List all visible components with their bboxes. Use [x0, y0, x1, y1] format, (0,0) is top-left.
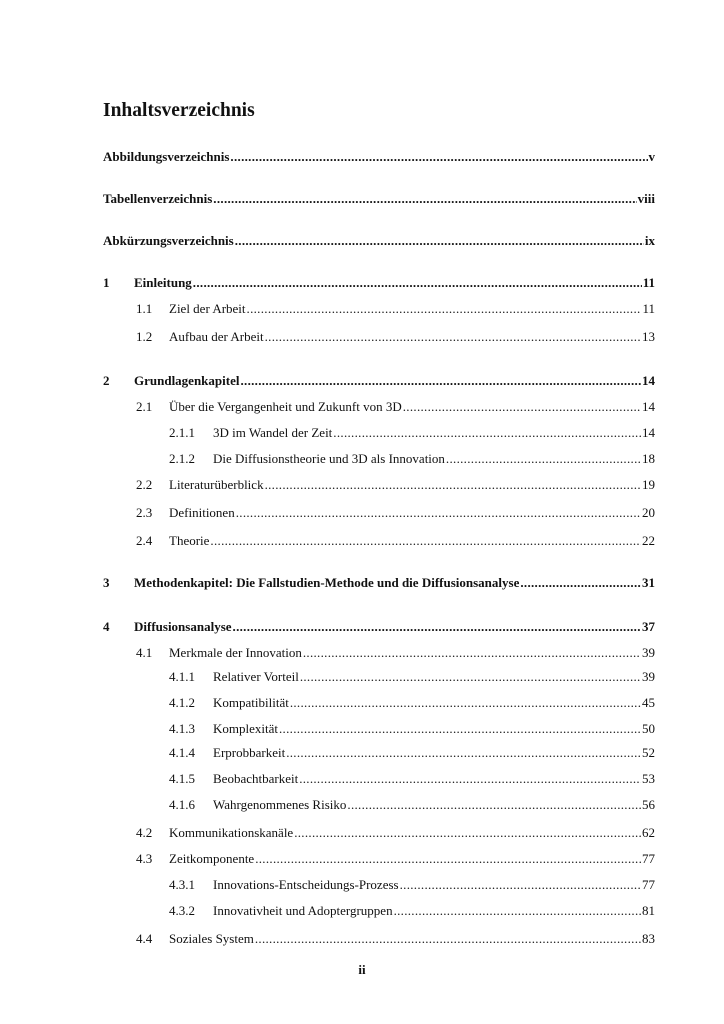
leader-dots [236, 504, 641, 522]
toc-entry[interactable] [103, 618, 655, 636]
toc-entry-number: 4.1.6 [169, 797, 195, 812]
toc-entry-label: 3D im Wandel der Zeit [213, 425, 333, 440]
leader-dots [403, 398, 641, 416]
toc-entry-label: Merkmale der Innovation [169, 645, 302, 660]
leader-dots [255, 850, 641, 868]
leader-dots [210, 532, 641, 550]
toc-entry-page: 14 [642, 399, 655, 414]
toc-entry-page: 37 [642, 619, 655, 634]
toc-entry-page: 11 [642, 301, 655, 316]
toc-entry-label: Erprobbarkeit [213, 745, 286, 760]
toc-entry-number: 1 [103, 275, 110, 290]
toc-entry-page: 77 [642, 877, 655, 892]
toc-entry-page: 52 [642, 745, 655, 760]
toc-entry[interactable] [103, 148, 655, 166]
leader-dots [230, 148, 647, 166]
toc-entry-number: 4.1.1 [169, 669, 195, 684]
leader-dots [213, 190, 636, 208]
toc-entry-page: 14 [642, 425, 655, 440]
toc-entry-label: Grundlagenkapitel [134, 373, 240, 388]
toc-entry-label: Kompatibilität [213, 695, 289, 710]
toc-entry-label: Definitionen [169, 505, 235, 520]
page-number: ii [358, 962, 366, 977]
toc-entry[interactable] [136, 930, 655, 948]
toc-entry-page: 50 [642, 721, 655, 736]
leader-dots [265, 328, 641, 346]
leader-dots [233, 618, 641, 636]
toc-entry-number: 4.3.1 [169, 877, 195, 892]
toc-entry-page: 14 [642, 373, 655, 388]
toc-entry-page: 77 [642, 851, 655, 866]
leader-dots [520, 574, 641, 592]
toc-entry-label: Über die Vergangenheit und Zukunft von 3D [169, 399, 402, 414]
toc-entry-label: Ziel der Arbeit [169, 301, 246, 316]
toc-entry[interactable] [136, 850, 655, 868]
toc-entry-number: 2.1 [136, 399, 153, 414]
toc-entry[interactable] [103, 574, 655, 592]
toc-entry[interactable] [136, 328, 655, 346]
toc-entry-page: 18 [642, 451, 655, 466]
toc-entry-label: Kommunikationskanäle [169, 825, 294, 840]
toc-entry[interactable] [169, 450, 655, 468]
toc-entry[interactable] [169, 720, 655, 738]
toc-entry[interactable] [169, 744, 655, 762]
toc-entry-label: Einleitung [134, 275, 192, 290]
toc-entry[interactable] [136, 300, 655, 318]
toc-entry[interactable] [169, 424, 655, 442]
toc-entry-number: 4.3.2 [169, 903, 195, 918]
toc-entry-page: viii [637, 191, 655, 206]
toc-entry-label: Tabellenverzeichnis [103, 191, 213, 206]
toc-entry-label: Komplexität [213, 721, 278, 736]
toc-entry[interactable] [169, 902, 655, 920]
toc-entry[interactable] [136, 504, 655, 522]
toc-entry-page: 81 [642, 903, 655, 918]
toc-entry[interactable] [169, 796, 655, 814]
toc-entry-page: ix [644, 233, 655, 248]
toc-entry-number: 1.2 [136, 329, 153, 344]
toc-entry-page: 39 [642, 645, 655, 660]
toc-entry-page: 83 [642, 931, 655, 946]
toc-entry-label: Innovations-Entscheidungs-Prozess [213, 877, 399, 892]
toc-entry-number: 4.1.4 [169, 745, 195, 760]
toc-entry-label: Wahrgenommenes Risiko [213, 797, 347, 812]
leader-dots [294, 824, 641, 842]
toc-entry[interactable] [103, 190, 655, 208]
toc-entry-label: Innovativheit und Adoptergruppen [213, 903, 393, 918]
toc-entry-number: 2.1.2 [169, 451, 195, 466]
leader-dots [299, 770, 641, 788]
toc-entry[interactable] [103, 232, 655, 250]
toc-entry[interactable] [136, 476, 655, 494]
toc-entry-label: Methodenkapitel: Die Fallstudien-Methode und die Diffusionsanalyse [134, 575, 520, 590]
leader-dots [446, 450, 641, 468]
toc-entry-number: 1.1 [136, 301, 153, 316]
toc-entry-page: 62 [642, 825, 655, 840]
toc-entry-number: 4.2 [136, 825, 153, 840]
toc-entry[interactable] [169, 876, 655, 894]
toc-entry-label: Beobachtbarkeit [213, 771, 299, 786]
toc-entry-label: Aufbau der Arbeit [169, 329, 264, 344]
toc-entry-label: Literaturüberblick [169, 477, 264, 492]
toc-entry-page: 56 [642, 797, 655, 812]
leader-dots [300, 668, 641, 686]
toc-entry-page: 13 [642, 329, 655, 344]
toc-entry[interactable] [169, 668, 655, 686]
toc-entry[interactable] [169, 694, 655, 712]
leader-dots [347, 796, 641, 814]
leader-dots [394, 902, 641, 920]
toc-entry-page: 19 [642, 477, 655, 492]
leader-dots [247, 300, 642, 318]
toc-entry-page: 20 [642, 505, 655, 520]
toc-entry-number: 4.1.5 [169, 771, 195, 786]
leader-dots [279, 720, 641, 738]
toc-entry[interactable] [136, 644, 655, 662]
toc-entry-label: Diffusionsanalyse [134, 619, 232, 634]
toc-entry-number: 2.1.1 [169, 425, 195, 440]
toc-entry-number: 2.3 [136, 505, 153, 520]
toc-entry-page: 31 [642, 575, 655, 590]
leader-dots [193, 274, 642, 292]
leader-dots [265, 476, 641, 494]
toc-entry-label: Zeitkomponente [169, 851, 255, 866]
toc-entry-page: 22 [642, 533, 655, 548]
toc-entry-number: 4 [103, 619, 110, 634]
page-title: Inhaltsverzeichnis [103, 100, 255, 121]
leader-dots [255, 930, 641, 948]
leader-dots [235, 232, 644, 250]
toc-entry-label: Soziales System [169, 931, 254, 946]
toc-entry[interactable] [136, 398, 655, 416]
leader-dots [290, 694, 641, 712]
toc-entry-number: 4.4 [136, 931, 153, 946]
toc-entry-page: 45 [642, 695, 655, 710]
toc-entry-number: 4.1.2 [169, 695, 195, 710]
toc-entry-page: 39 [642, 669, 655, 684]
toc-entry-page: v [648, 149, 655, 164]
toc-entry-number: 4.1.3 [169, 721, 195, 736]
toc-entry[interactable] [169, 770, 655, 788]
toc-entry-label: Die Diffusionstheorie und 3D als Innovation [213, 451, 445, 466]
toc-entry-label: Abbildungsverzeichnis [103, 149, 230, 164]
toc-entry[interactable] [136, 532, 655, 550]
toc-entry-number: 2.2 [136, 477, 153, 492]
toc-entry-number: 3 [103, 575, 110, 590]
toc-entry[interactable] [103, 372, 655, 390]
toc-entry-label: Relativer Vorteil [213, 669, 299, 684]
toc-entry-label: Abkürzungsverzeichnis [103, 233, 234, 248]
leader-dots [400, 876, 641, 894]
toc-entry-number: 2 [103, 373, 110, 388]
leader-dots [333, 424, 641, 442]
leader-dots [240, 372, 641, 390]
toc-entry-number: 4.1 [136, 645, 153, 660]
toc-entry-number: 2.4 [136, 533, 153, 548]
toc-entry-number: 4.3 [136, 851, 153, 866]
leader-dots [286, 744, 641, 762]
toc-entry-page: 11 [642, 275, 655, 290]
leader-dots [303, 644, 641, 662]
toc-entry[interactable] [103, 274, 655, 292]
toc-entry[interactable] [136, 824, 655, 842]
toc-entry-label: Theorie [169, 533, 210, 548]
toc-entry-page: 53 [642, 771, 655, 786]
